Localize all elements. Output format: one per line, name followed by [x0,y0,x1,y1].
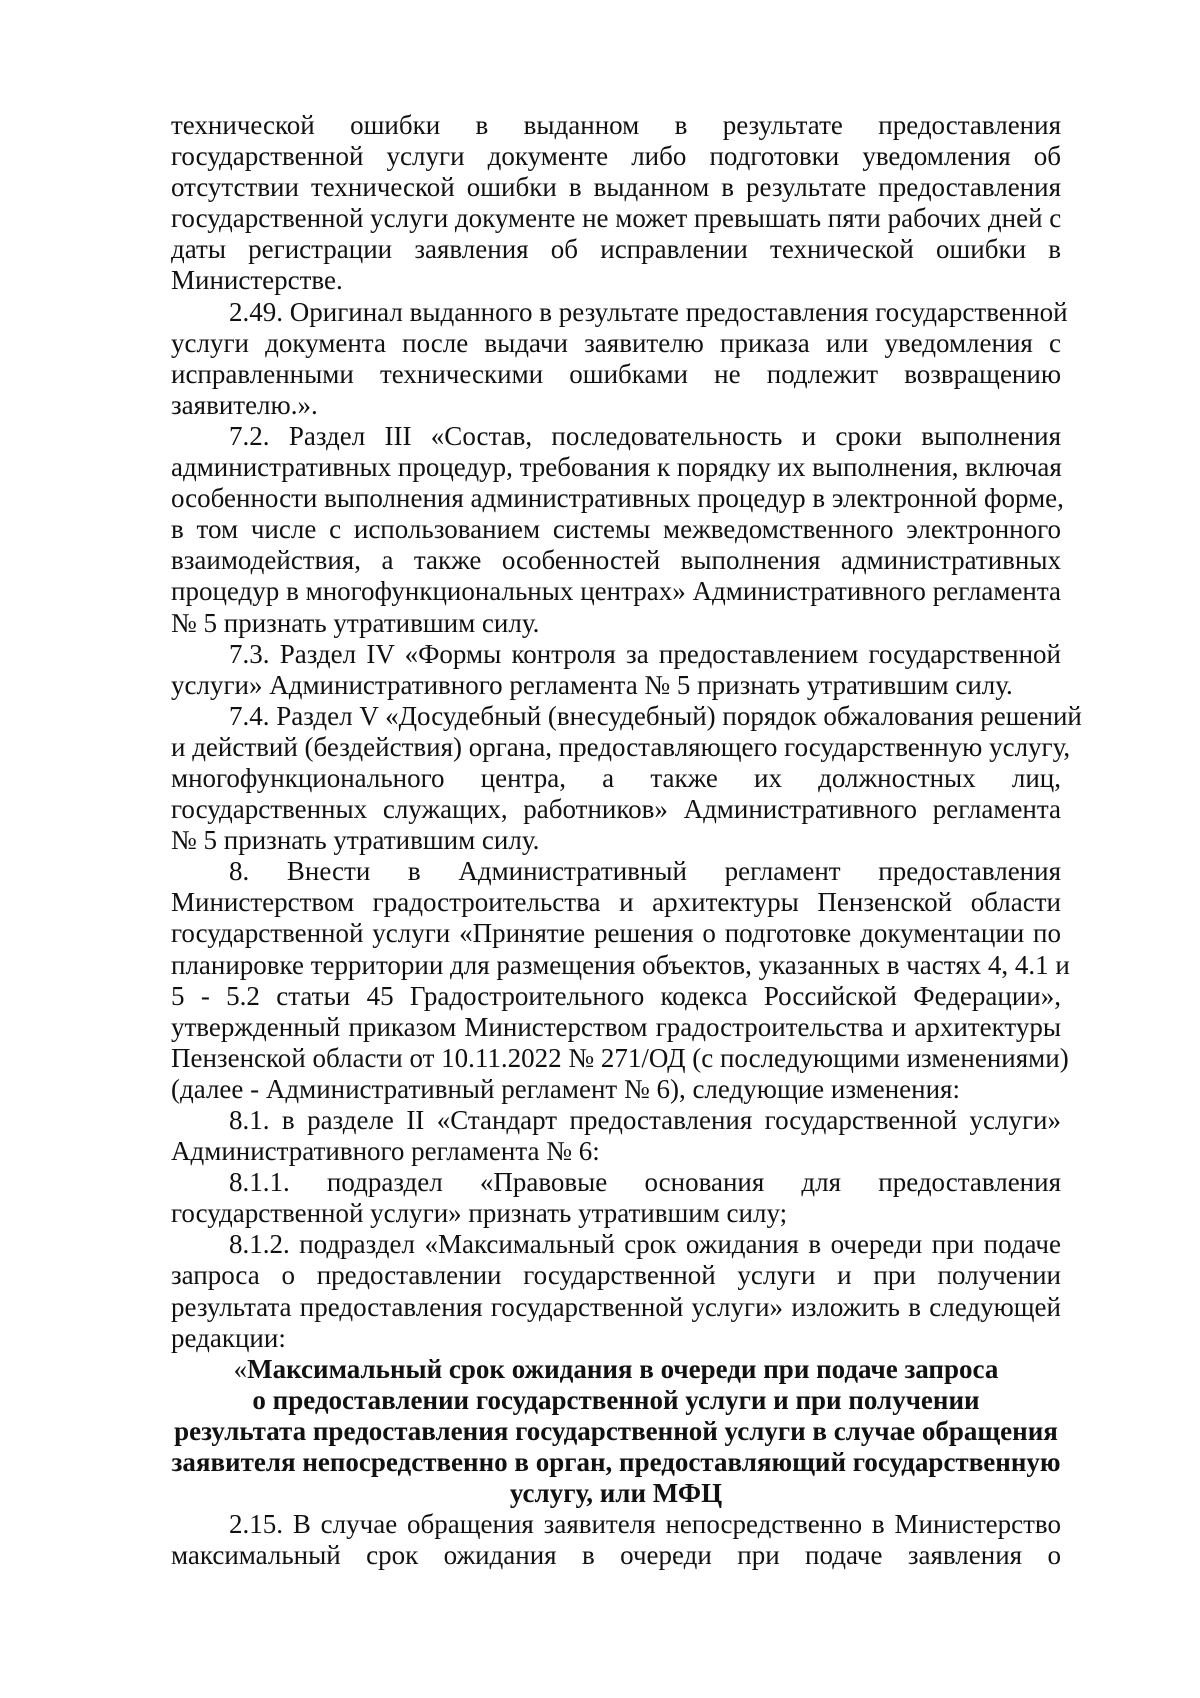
heading-line: результата предоставления государственной услуги в случае обращения [174,1415,1058,1446]
text-line: Министерством градостроительства и архитектуры Пензенской области [171,887,1061,918]
text-line: многофункционального центра, а также их должностных лиц, [171,762,1061,793]
text-line: Пензенской области от 10.11.2022 № 271/ОД (с последующими изменениями) [171,1042,1069,1073]
paragraph-start-line: 7.3. Раздел IV «Формы контроля за предоставлением государственной [229,638,1061,669]
text-line: максимальный срок ожидания в очереди при подаче заявления о [171,1540,1061,1571]
text-line: услуги документа после выдачи заявителю приказа или уведомления с [171,327,1061,358]
text-line: особенности выполнения административных процедур в электронной форме, [171,483,1064,514]
text-line: и действий (бездействия) органа, предоставляющего государственную услугу, [171,731,1071,762]
text-line: государственной услуги документе не может превышать пяти рабочих дней с [171,203,1062,234]
paragraph-start-line: 7.2. Раздел III «Состав, последовательность и сроки выполнения [229,420,1061,451]
text-line: государственной услуги «Принятие решения о подготовке документации по [171,918,1061,949]
text-line: государственной услуги» признать утратившим силу; [171,1198,788,1229]
text-line: № 5 признать утратившим силу. [171,825,540,856]
text-line: государственных служащих, работников» Административного регламента [171,794,1061,825]
text-line: в том числе с использованием системы межведомственного электронного [171,514,1061,545]
text-line: Министерстве. [171,265,343,296]
text-line: даты регистрации заявления об исправлении технической ошибки в [171,234,1061,265]
heading-line: о предоставлении государственной услуги и при получении [252,1384,980,1415]
heading-line: заявителя непосредственно в орган, предоставляющий государственную [171,1447,1061,1478]
document-page [171,110,1082,1571]
text-line: отсутствии технической ошибки в выданном в результате предоставления [171,172,1061,203]
opening-quote: « [233,1353,248,1384]
text-line: (далее - Административный регламент № 6), следующие изменения: [171,1073,960,1104]
text-line: 5 - 5.2 статьи 45 Градостроительного кодекса Российской Федерации», [171,980,1061,1011]
heading-line: услугу, или МФЦ [509,1478,723,1509]
text-line: услуги» Административного регламента № 5 признать утратившим силу. [171,669,1013,700]
text-line: результата предоставления государственной услуги» изложить в следующей [171,1291,1061,1322]
text-line: исправленными техническими ошибками не подлежит возвращению [171,358,1061,389]
section-heading [171,1354,1061,1509]
paragraph-start-line: 8. Внести в Административный регламент предоставления [229,856,1061,887]
paragraph-start-line: 8.1.1. подраздел «Правовые основания для предоставления [229,1167,1061,1198]
text-line: планировке территории для размещения объектов, указанных в частях 4, 4.1 и [171,949,1070,980]
text-line: технической ошибки в выданном в результате предоставления [171,110,1061,140]
text-line: редакции: [171,1322,286,1353]
text-line: Административного регламента № 6: [171,1136,600,1167]
text-line: № 5 признать утратившим силу. [171,607,540,638]
heading-line [171,1354,1061,1385]
text-line: государственной услуги документе либо подготовки уведомления об [171,141,1061,172]
text-line: запроса о предоставлении государственной услуги и при получении [171,1260,1061,1291]
heading-text: Максимальный срок ожидания в очереди при подаче запроса [247,1353,999,1384]
text-line: процедур в многофункциональных центрах» Административного регламента [171,576,1061,607]
text-line: административных процедур, требования к порядку их выполнения, включая [171,452,1062,483]
paragraph-start-line: 2.49. Оригинал выданного в результате предоставления государственной [229,296,1068,327]
text-line: заявителю.». [171,389,318,420]
text-line: взаимодействия, а также особенностей выполнения административных [171,545,1061,576]
paragraph-start-line: 2.15. В случае обращения заявителя непосредственно в Министерство [229,1509,1061,1540]
paragraph-start-line: 7.4. Раздел V «Досудебный (внесудебный) порядок обжалования решений [229,700,1082,731]
paragraph-start-line: 8.1. в разделе II «Стандарт предоставления государственной услуги» [229,1105,1061,1135]
text-line: утвержденный приказом Министерством градостроительства и архитектуры [171,1011,1061,1042]
paragraph-start-line: 8.1.2. подраздел «Максимальный срок ожидания в очереди при подаче [229,1229,1061,1260]
